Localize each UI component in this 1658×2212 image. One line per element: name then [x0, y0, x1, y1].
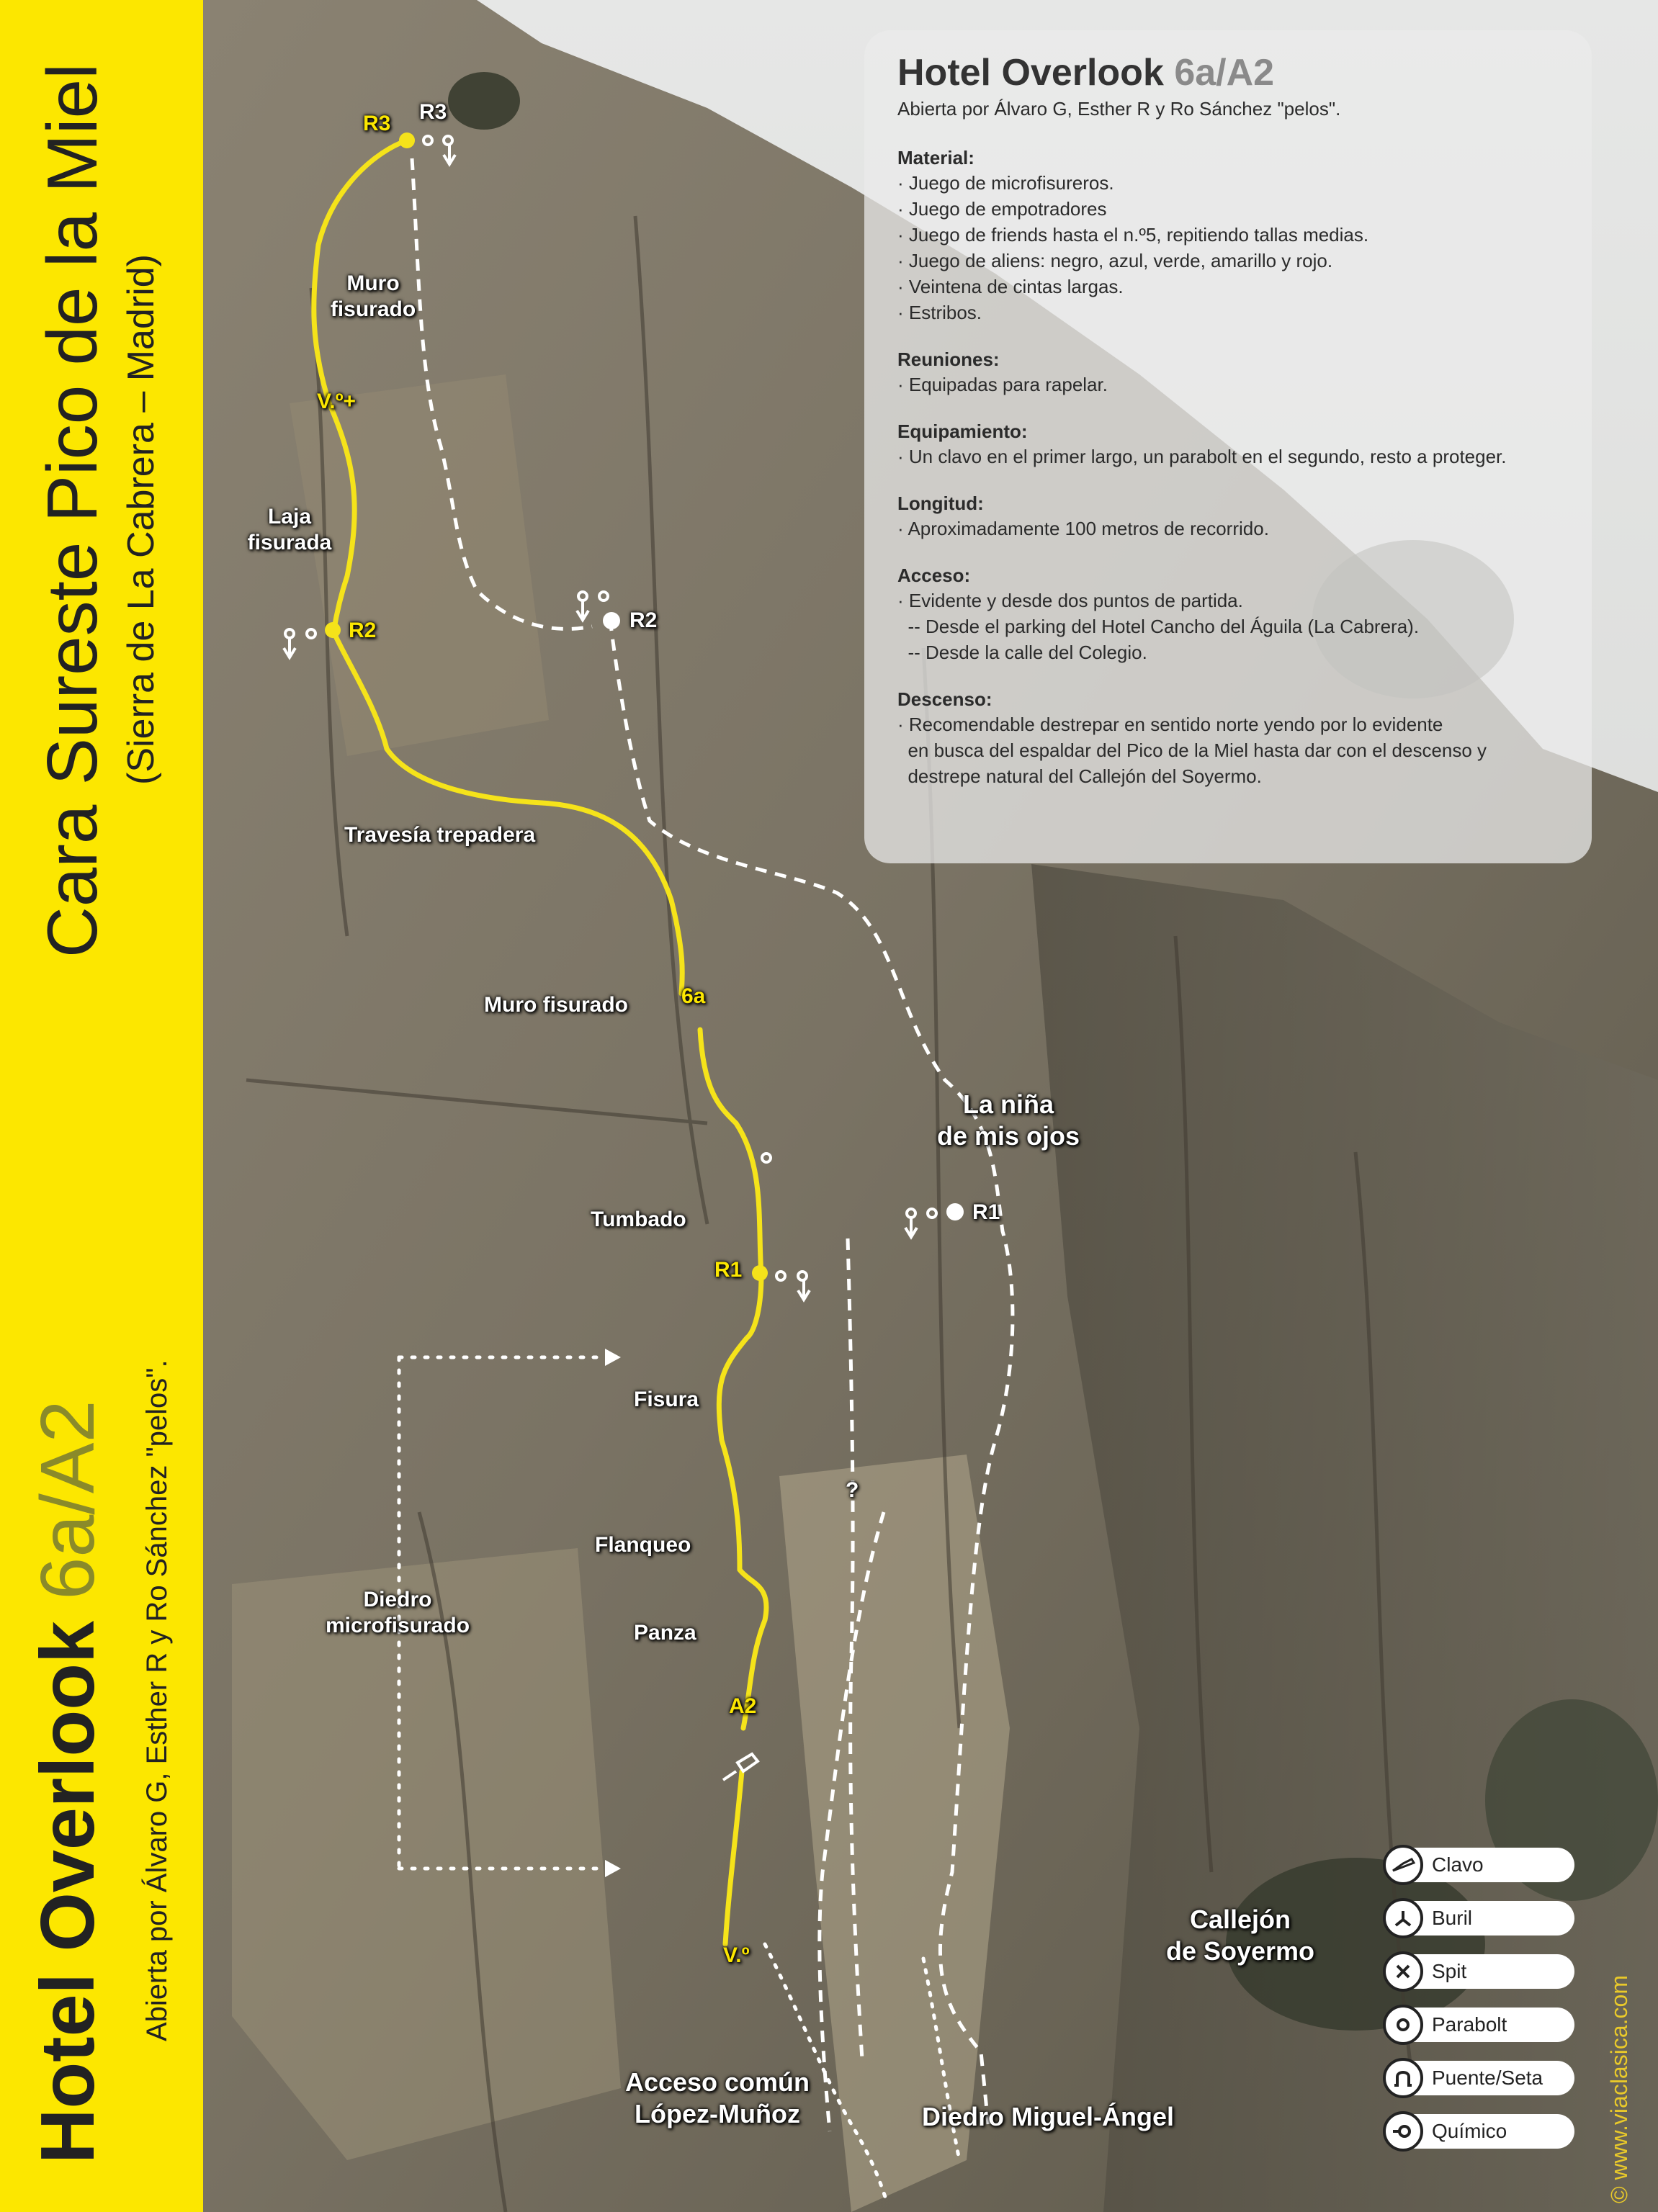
belay-other-r1 — [946, 1203, 964, 1220]
info-authors: Abierta por Álvaro G, Esther R y Ro Sánchez "pelos". — [897, 98, 1341, 120]
label-muro-fisurado: Muro fisurado — [484, 993, 628, 1017]
section-acceso — [897, 563, 1559, 665]
legend-label: Puente/Seta — [1432, 2067, 1543, 2089]
route-title-grade: 6a/A2 — [25, 1400, 110, 1600]
legend-label: Buril — [1432, 1907, 1473, 1929]
label-grade-v: V.º — [723, 1943, 750, 1967]
list-item: · Juego de friends hasta el n.º5, repitiendo tallas medias. — [897, 224, 1369, 246]
route-authors: Abierta por Álvaro G, Esther R y Ro Sánchez "pelos". — [141, 1359, 173, 2041]
legend-item — [1383, 1954, 1577, 1989]
section-title: Longitud: — [897, 493, 984, 514]
belay-r2 — [325, 622, 341, 638]
list-item: en busca del espaldar del Pico de la Miel hasta dar con el descenso y — [897, 739, 1487, 761]
list-item: · Juego de empotradores — [897, 198, 1107, 220]
legend-item — [1383, 1901, 1577, 1936]
list-item: -- Desde la calle del Colegio. — [897, 642, 1147, 663]
legend-item — [1383, 2061, 1577, 2095]
clavo-icon — [1383, 1845, 1423, 1885]
label-question: ? — [846, 1478, 859, 1502]
shrub — [448, 72, 520, 130]
legend-label: Parabolt — [1432, 2013, 1507, 2036]
label-fisura: Fisura — [634, 1388, 699, 1411]
legend — [1383, 1848, 1577, 2167]
label-r2: R2 — [349, 619, 377, 642]
credit: © www.viaclasica.com — [1606, 1975, 1632, 2203]
puente-seta-icon — [1383, 2058, 1423, 2098]
label-r2-other: R2 — [629, 608, 658, 632]
legend-label: Químico — [1432, 2120, 1507, 2142]
legend-item — [1383, 1848, 1577, 1882]
parabolt-icon — [1383, 2005, 1423, 2045]
list-item: destrepe natural del Callejón del Soyermo. — [897, 765, 1262, 787]
buril-icon — [1383, 1898, 1423, 1938]
list-item: · Aproximadamente 100 metros de recorrido. — [897, 518, 1269, 539]
list-item: · Recomendable destrepar en sentido norte yendo por lo evidente — [897, 714, 1443, 735]
label-laja-fisurada: Laja fisurada — [247, 505, 332, 554]
info-title-grade: 6a/A2 — [1174, 52, 1275, 94]
label-grade-v-plus: V.º+ — [317, 390, 357, 413]
label-muro-fisurado-top: Muro fisurado — [330, 271, 416, 321]
section-title: Descenso: — [897, 688, 992, 710]
label-r1: R1 — [714, 1258, 743, 1282]
legend-label: Clavo — [1432, 1853, 1484, 1876]
legend-item — [1383, 2008, 1577, 2042]
label-callejon-soyermo: Callejón de Soyermo — [1165, 1905, 1315, 1966]
info-panel — [864, 30, 1592, 863]
section-reuniones — [897, 347, 1559, 397]
list-item: · Equipadas para rapelar. — [897, 374, 1108, 395]
main-title: Cara Sureste Pico de la Miel — [32, 63, 112, 958]
legend-label: Spit — [1432, 1960, 1467, 1982]
info-title-name: Hotel Overlook — [897, 52, 1164, 94]
label-flanqueo: Flanqueo — [595, 1533, 691, 1557]
list-item: · Un clavo en el primer largo, un parabolt en el segundo, resto a proteger. — [897, 446, 1507, 467]
list-item: · Juego de aliens: negro, azul, verde, amarillo y rojo. — [897, 250, 1333, 271]
list-item: · Juego de microfisureros. — [897, 172, 1114, 194]
main-subtitle: (Sierra de La Cabrera – Madrid) — [120, 254, 162, 785]
section-title: Reuniones: — [897, 349, 1000, 370]
label-nina-de-mis-ojos: La niña de mis ojos — [936, 1089, 1080, 1151]
belay-other-r2 — [603, 612, 620, 629]
label-acceso-comun: Acceso común López-Muñoz — [624, 2067, 810, 2128]
info-title — [897, 49, 1559, 96]
quimico-icon — [1383, 2111, 1423, 2152]
section-title: Material: — [897, 147, 974, 168]
label-diedro-microfisurado: Diedro microfisurado — [325, 1588, 470, 1637]
list-item: · Estribos. — [897, 302, 982, 323]
list-item: · Veintena de cintas largas. — [897, 276, 1124, 297]
label-travesia: Travesía trepadera — [344, 823, 536, 847]
list-item: · Evidente y desde dos puntos de partida. — [897, 590, 1243, 611]
legend-item — [1383, 2114, 1577, 2149]
route-title-name: Hotel Overlook — [25, 1621, 110, 2164]
section-descenso — [897, 687, 1559, 789]
section-equipamiento — [897, 419, 1559, 469]
section-title: Acceso: — [897, 565, 971, 586]
section-title: Equipamiento: — [897, 421, 1028, 442]
rock-highlight — [232, 1548, 621, 2160]
label-r3-yellow: R3 — [363, 112, 391, 135]
label-grade-a2: A2 — [729, 1694, 757, 1718]
label-grade-6a: 6a — [681, 984, 706, 1008]
belay-r3 — [399, 132, 415, 148]
label-tumbado: Tumbado — [591, 1208, 686, 1231]
list-item: -- Desde el parking del Hotel Cancho del Águila (La Cabrera). — [897, 616, 1420, 637]
sidebar — [0, 0, 203, 2212]
label-diedro-miguel-angel: Diedro Miguel-Ángel — [922, 2102, 1174, 2131]
route-title — [24, 1401, 112, 2164]
belay-r1 — [752, 1265, 768, 1281]
section-longitud — [897, 491, 1559, 541]
label-panza: Panza — [634, 1621, 696, 1645]
label-r1-other: R1 — [972, 1200, 1000, 1224]
label-r3: R3 — [419, 100, 447, 124]
spit-icon — [1383, 1951, 1423, 1992]
section-material — [897, 145, 1559, 325]
